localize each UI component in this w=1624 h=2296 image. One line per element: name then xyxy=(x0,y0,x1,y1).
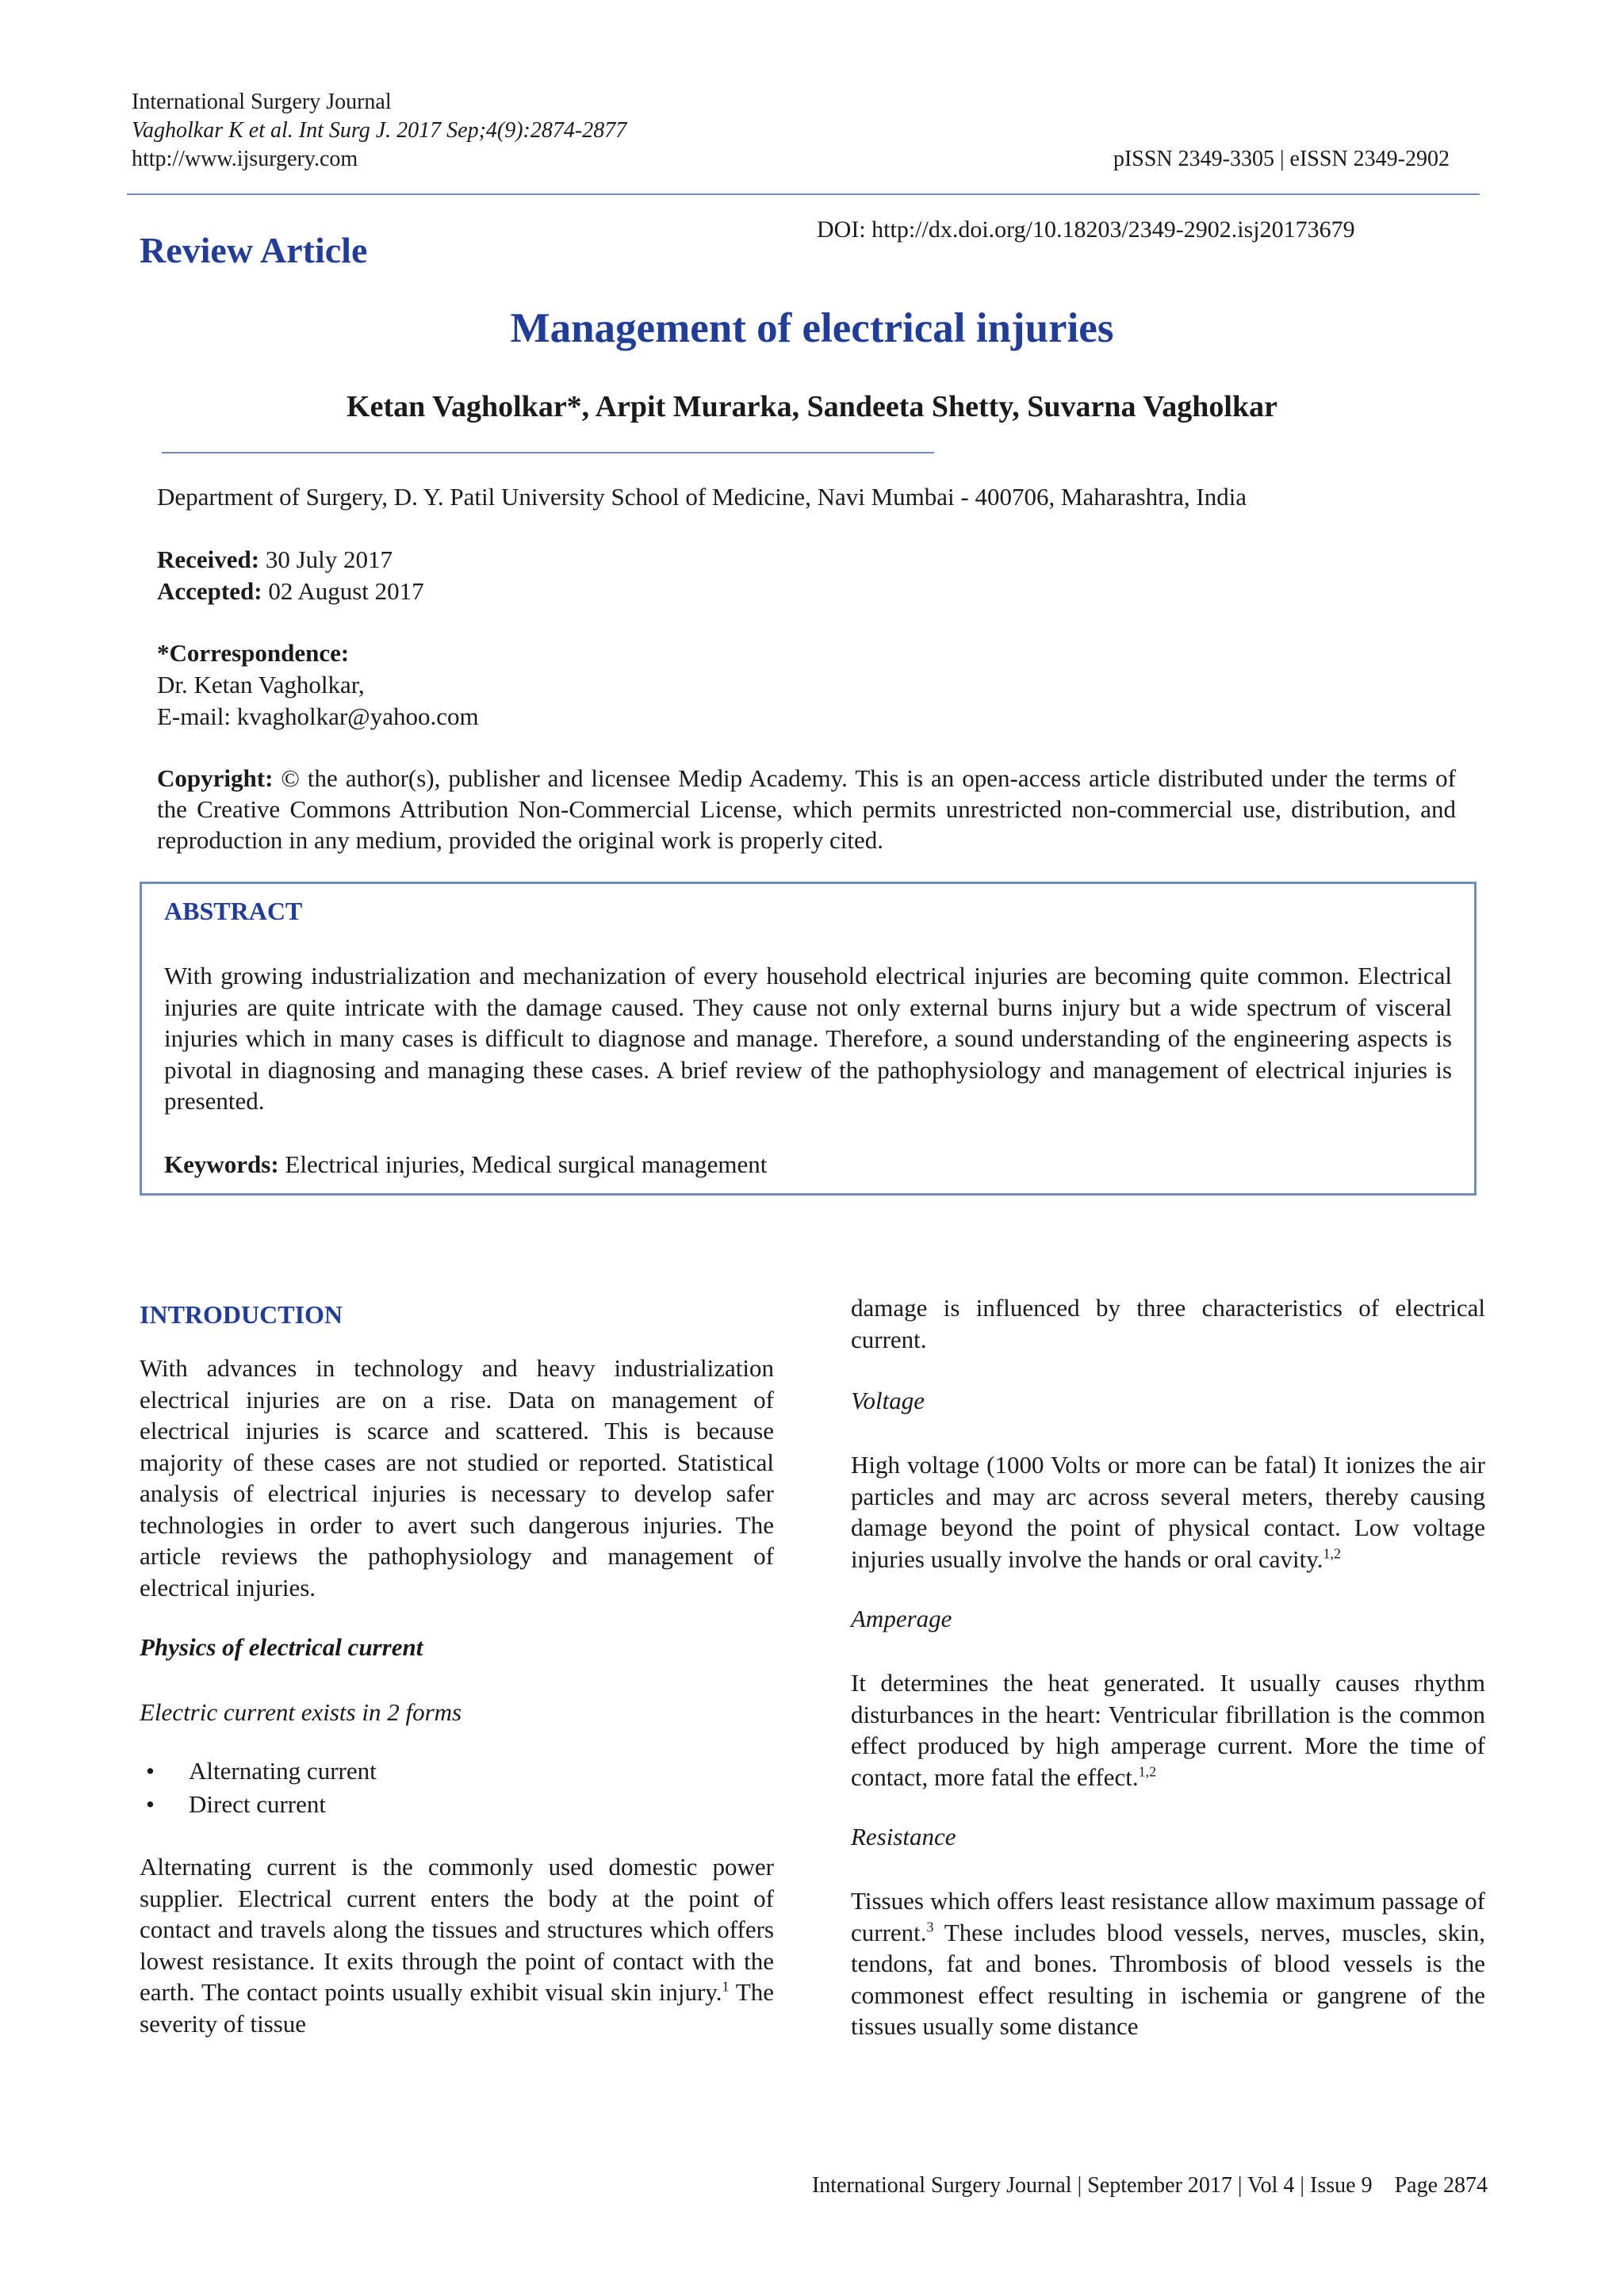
correspondence-email[interactable]: E-mail: kvagholkar@yahoo.com xyxy=(157,702,479,730)
journal-url[interactable]: http://www.ijsurgery.com xyxy=(132,147,358,171)
article-type: Review Article xyxy=(140,230,368,270)
doi[interactable]: DOI: http://dx.doi.org/10.18203/2349-2902.isj20173679 xyxy=(817,216,1355,243)
article-title: Management of electrical injuries xyxy=(510,305,1114,351)
amperage-heading: Amperage xyxy=(851,1605,952,1632)
voltage-heading: Voltage xyxy=(851,1387,925,1414)
introduction-heading: INTRODUCTION xyxy=(140,1300,343,1329)
right-column xyxy=(851,1292,1485,2042)
left-column xyxy=(140,1291,774,2039)
list-item: • Direct current xyxy=(140,1788,774,1821)
correspondence-name: Dr. Ketan Vagholkar, xyxy=(157,671,365,698)
authors: Ketan Vagholkar*, Arpit Murarka, Sandeeta Shetty, Suvarna Vagholkar xyxy=(347,390,1277,423)
issn: pISSN 2349-3305 | eISSN 2349-2902 xyxy=(1113,147,1450,171)
header-rule xyxy=(127,193,1480,195)
forms-heading: Electric current exists in 2 forms xyxy=(140,1698,462,1726)
abstract-text: With growing industrialization and mechanization of every household electrical injuries are becoming quite common. Electrical injuries are quite intricate with the damage caused. They cause not only external burns injury but a wide spectrum of visceral injuries which in many cases is difficult to diagnose and manage. Therefore, a sound understanding of the engineering aspects is pivotal in diagnosing and managing these cases. A brief review of the pathophysiology and management of electrical injuries is presented. xyxy=(164,962,1452,1115)
physics-heading: Physics of electrical current xyxy=(140,1633,423,1661)
abstract-heading: ABSTRACT xyxy=(164,897,303,925)
alternating-current-paragraph: Alternating current is the commonly used domestic power supplier. Electrical current enters the body at the point of contact and travels along the tissues and structures which offers lowest resistance. It exits through the point of contact with the earth. The contact points usually exhibit visual skin injury.$^1$ The severity of tissue xyxy=(140,1853,774,2038)
continuation-paragraph: damage is influenced by three characteristics of electrical current. xyxy=(851,1294,1485,1353)
resistance-heading: Resistance xyxy=(851,1823,956,1850)
amperage-paragraph: It determines the heat generated. It usually causes rhythm disturbances in the heart: Ventricular fibrillation is the common effect produced by high amperage current. More the time of contact, more fatal the effect.$^{1,2}$ xyxy=(851,1669,1485,1791)
keywords: Keywords: Electrical injuries, Medical surgical management xyxy=(164,1150,768,1178)
received-date: Received: 30 July 2017 xyxy=(157,545,393,573)
introduction-paragraph: With advances in technology and heavy industrialization electrical injuries are on a rise. Data on management of electrical injuries is scarce and scattered. This is because majority of these cases are not studied or reported. Statistical analysis of electrical injuries is necessary to develop safer technologies in order to avert such dangerous injuries. The article reviews the pathophysiology and management of electrical injuries. xyxy=(140,1354,774,1601)
list-item: • Alternating current xyxy=(140,1755,774,1788)
page-footer: International Surgery Journal | September 2017 | Vol 4 | Issue 9 Page 2874 xyxy=(811,2173,1488,2198)
resistance-paragraph: Tissues which offers least resistance allow maximum passage of current.$^3$ These includes blood vessels, nerves, muscles, skin, tendons, fat and bones. Thrombosis of blood vessels is the commonest effect resulting in ischemia or gangrene of the tissues usually some distance xyxy=(851,1887,1485,2040)
citation: Vagholkar K et al. Int Surg J. 2017 Sep;4(9):2874-2877 xyxy=(132,118,627,143)
journal-name: International Surgery Journal xyxy=(132,90,392,114)
affiliation: Department of Surgery, D. Y. Patil University School of Medicine, Navi Mumbai - 400706, Maharashtra, India xyxy=(157,483,1247,511)
abstract-box xyxy=(140,882,1477,1196)
current-forms-list xyxy=(140,1755,774,1821)
accepted-date: Accepted: 02 August 2017 xyxy=(157,577,424,605)
correspondence-label: *Correspondence: xyxy=(157,639,350,667)
voltage-paragraph: High voltage (1000 Volts or more can be fatal) It ionizes the air particles and may arc across several meters, thereby causing damage beyond the point of physical contact. Low voltage injuries usually involve the hands or oral cavity.$^{1,2}$ xyxy=(851,1451,1485,1573)
authors-rule xyxy=(162,452,934,453)
copyright-notice: Copyright: © the author(s), publisher and licensee Medip Academy. This is an open-access article distributed under the terms of the Creative Commons Attribution Non-Commercial License, which permits unrestricted non-commercial use, distribution, and reproduction in any medium, provided the original work is properly cited. xyxy=(157,764,1456,854)
